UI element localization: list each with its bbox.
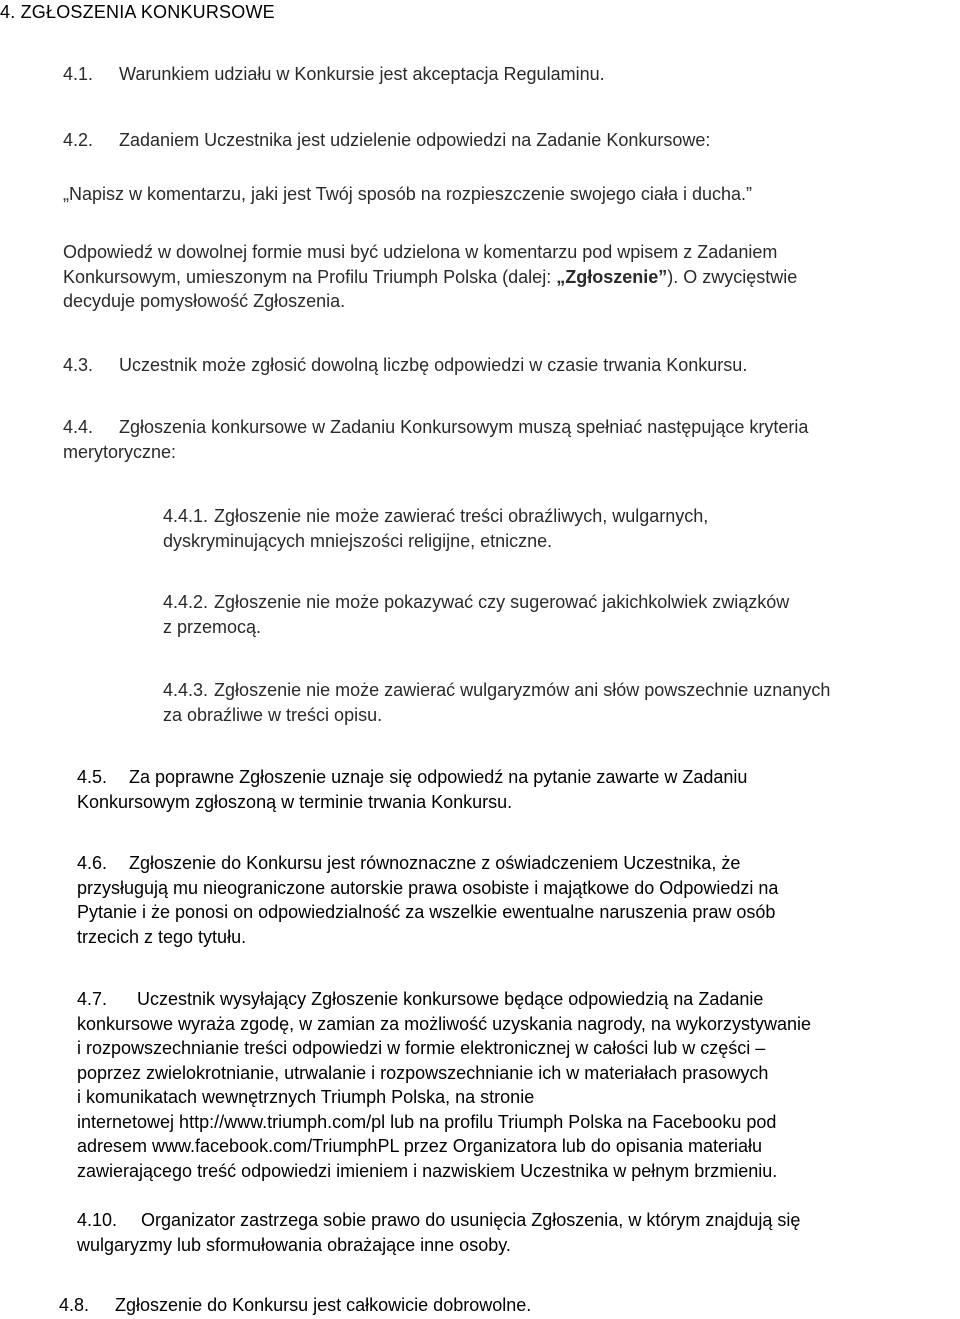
subclause-line: z przemocą. bbox=[163, 616, 262, 637]
subclause-number: 4.4.1. bbox=[163, 506, 209, 526]
clause-4-3 bbox=[63, 353, 747, 378]
subclause-line bbox=[163, 678, 830, 703]
clause-4-5 bbox=[77, 765, 747, 814]
clause-line bbox=[77, 765, 747, 790]
subclause-text: Zgłoszenie nie może pokazywać czy sugerować jakichkolwiek związków bbox=[214, 592, 790, 612]
clause-line: i komunikatach wewnętrznych Triumph Polska, na stronie bbox=[77, 1087, 535, 1107]
clause-line: i rozpowszechnianie treści odpowiedzi w formie elektronicznej w całości lub w części – bbox=[77, 1038, 766, 1058]
clause-text: Uczestnik wysyłający Zgłoszenie konkursowe będące odpowiedzią na Zadanie bbox=[137, 989, 764, 1009]
question-text: „Napisz w komentarzu, jaki jest Twój sposób na rozpieszczenie swojego ciała i ducha.” bbox=[63, 184, 752, 204]
clause-4-8 bbox=[59, 1293, 531, 1318]
clause-line: poprzez zwielokrotnianie, utrwalanie i rozpowszechnianie ich w materiałach prasowych bbox=[77, 1062, 769, 1083]
clause-number: 4.2. bbox=[63, 130, 94, 150]
clause-line: adresem www.facebook.com/TriumphPL przez Organizatora lub do opisania materiału bbox=[77, 1136, 762, 1156]
paragraph-line-end: ). O zwycięstwie bbox=[667, 266, 798, 287]
clause-line bbox=[63, 415, 808, 440]
contest-question bbox=[63, 182, 752, 207]
clause-line: internetowej http://www.triumph.com/pl lub na profilu Triumph Polska na Facebooku pod bbox=[77, 1111, 777, 1132]
clause-number: 4.8. bbox=[59, 1295, 90, 1315]
subclause-text: Zgłoszenie nie może zawierać treści obraźliwych, wulgarnych, bbox=[214, 506, 709, 526]
clause-number: 4.7. bbox=[77, 989, 108, 1009]
clause-line: konkursowe wyraża zgodę, w zamian za możliwość uzyskania nagrody, na wykorzystywanie bbox=[77, 1013, 811, 1034]
clause-4-6 bbox=[77, 851, 778, 949]
clause-line bbox=[77, 851, 778, 876]
clause-line: wulgaryzmy lub sformułowania obrażające inne osoby. bbox=[77, 1234, 511, 1255]
clause-text: Organizator zastrzega sobie prawo do usunięcia Zgłoszenia, w którym znajdują się bbox=[141, 1210, 801, 1230]
clause-number: 4.1. bbox=[63, 64, 94, 84]
section-title-text: 4. ZGŁOSZENIA KONKURSOWE bbox=[0, 2, 275, 22]
clause-4-2 bbox=[63, 128, 710, 153]
clause-line bbox=[77, 987, 811, 1012]
defined-term: „Zgłoszenie” bbox=[556, 266, 668, 287]
clause-line: trzecich z tego tytułu. bbox=[77, 926, 247, 947]
clause-line bbox=[77, 1208, 800, 1233]
subclause-4-4-1 bbox=[163, 504, 708, 553]
clause-number: 4.6. bbox=[77, 853, 108, 873]
clause-text: Zadaniem Uczestnika jest udzielenie odpowiedzi na Zadanie Konkursowe: bbox=[119, 130, 711, 150]
paragraph-line bbox=[63, 265, 797, 290]
subclause-text: Zgłoszenie nie może zawierać wulgaryzmów ani słów powszechnie uznanych bbox=[214, 680, 831, 700]
clause-line: merytoryczne: bbox=[63, 441, 177, 462]
paragraph-line: decyduje pomysłowość Zgłoszenia. bbox=[63, 291, 346, 311]
subclause-line bbox=[163, 504, 708, 529]
clause-number: 4.10. bbox=[77, 1210, 118, 1230]
clause-number: 4.3. bbox=[63, 355, 94, 375]
paragraph-line-start: Konkursowym, umieszonym na Profilu Triumph Polska (dalej: bbox=[63, 266, 557, 287]
clause-text: Warunkiem udziału w Konkursie jest akceptacja Regulaminu. bbox=[119, 64, 605, 84]
answer-rules-paragraph bbox=[63, 240, 797, 314]
clause-line: zawierającego treść odpowiedzi imieniem i nazwiskiem Uczestnika w pełnym brzmieniu. bbox=[77, 1160, 778, 1181]
clause-line: przysługują mu nieograniczone autorskie prawa osobiste i majątkowe do Odpowiedzi na bbox=[77, 877, 779, 898]
clause-text: Za poprawne Zgłoszenie uznaje się odpowiedź na pytanie zawarte w Zadaniu bbox=[129, 767, 748, 787]
clause-line: Konkursowym zgłoszoną w terminie trwania Konkursu. bbox=[77, 791, 513, 812]
subclause-4-4-3 bbox=[163, 678, 830, 727]
section-title bbox=[0, 0, 275, 25]
clause-4-7 bbox=[77, 987, 811, 1183]
subclause-line: za obraźliwe w treści opisu. bbox=[163, 704, 383, 725]
subclause-number: 4.4.2. bbox=[163, 592, 209, 612]
subclause-number: 4.4.3. bbox=[163, 680, 209, 700]
clause-line: Pytanie i że ponosi on odpowiedzialność za wszelkie ewentualne naruszenia praw osób bbox=[77, 902, 776, 922]
clause-4-1 bbox=[63, 62, 605, 87]
subclause-line bbox=[163, 590, 789, 615]
subclause-line: dyskryminujących mniejszości religijne, etniczne. bbox=[163, 530, 553, 551]
clause-text: Zgłoszenie do Konkursu jest całkowicie dobrowolne. bbox=[115, 1295, 532, 1315]
clause-text: Zgłoszenie do Konkursu jest równoznaczne z oświadczeniem Uczestnika, że bbox=[129, 853, 741, 873]
clause-4-10 bbox=[77, 1208, 800, 1257]
subclause-4-4-2 bbox=[163, 590, 789, 639]
clause-number: 4.5. bbox=[77, 767, 108, 787]
paragraph-line: Odpowiedź w dowolnej formie musi być udzielona w komentarzu pod wpisem z Zadaniem bbox=[63, 242, 778, 262]
clause-number: 4.4. bbox=[63, 417, 94, 437]
clause-text: Zgłoszenia konkursowe w Zadaniu Konkursowym muszą spełniać następujące kryteria bbox=[119, 417, 809, 437]
clause-4-4 bbox=[63, 415, 808, 464]
clause-text: Uczestnik może zgłosić dowolną liczbę odpowiedzi w czasie trwania Konkursu. bbox=[119, 355, 748, 375]
